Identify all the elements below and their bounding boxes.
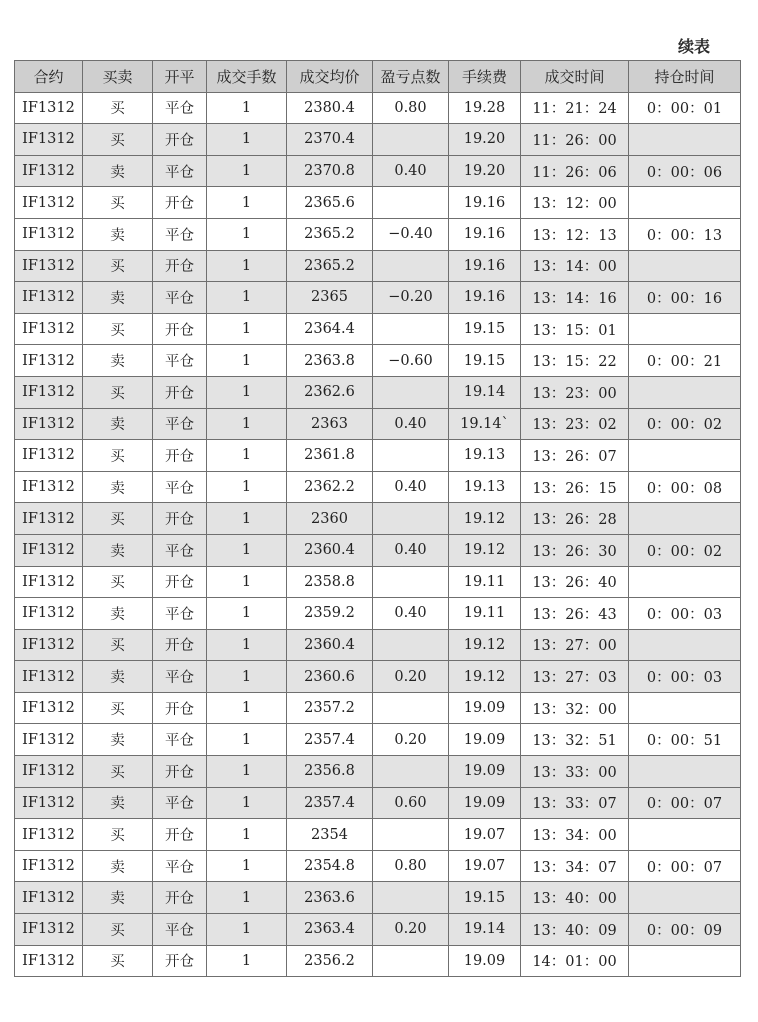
cell-hold-time: 0：00：09 [629,914,741,946]
cell-avg-price: 2370.8 [287,155,373,187]
cell-side: 卖 [83,661,153,693]
column-header-open-close: 开平 [153,61,207,93]
cell-contract: IF1312 [15,345,83,377]
cell-side: 买 [83,187,153,219]
cell-open-close: 开仓 [153,566,207,598]
cell-trade-time: 11：21：24 [521,92,629,124]
cell-trade-time: 11：26：06 [521,155,629,187]
cell-contract: IF1312 [15,914,83,946]
cell-hold-time [629,376,741,408]
cell-trade-time: 11：26：00 [521,124,629,156]
cell-contract: IF1312 [15,376,83,408]
cell-pnl-points: 0.20 [373,724,449,756]
table-row [15,629,741,661]
cell-fee: 19.16 [449,218,521,250]
cell-pnl-points [373,250,449,282]
cell-open-close: 平仓 [153,787,207,819]
cell-contract: IF1312 [15,124,83,156]
cell-side: 买 [83,124,153,156]
cell-contract: IF1312 [15,724,83,756]
cell-fee: 19.16 [449,250,521,282]
cell-hold-time [629,882,741,914]
cell-lots: 1 [207,376,287,408]
cell-hold-time [629,187,741,219]
cell-contract: IF1312 [15,692,83,724]
cell-avg-price: 2365.2 [287,218,373,250]
column-header-fee: 手续费 [449,61,521,93]
cell-open-close: 开仓 [153,124,207,156]
cell-side: 买 [83,503,153,535]
cell-pnl-points: 0.80 [373,92,449,124]
cell-hold-time: 0：00：01 [629,92,741,124]
cell-trade-time: 13：40：09 [521,914,629,946]
cell-contract: IF1312 [15,503,83,535]
table-row [15,534,741,566]
cell-avg-price: 2358.8 [287,566,373,598]
cell-lots: 1 [207,187,287,219]
cell-open-close: 平仓 [153,724,207,756]
cell-avg-price: 2360.4 [287,629,373,661]
cell-lots: 1 [207,408,287,440]
table-row [15,218,741,250]
cell-side: 买 [83,629,153,661]
cell-contract: IF1312 [15,661,83,693]
cell-pnl-points: 0.20 [373,914,449,946]
header-row [15,61,741,93]
column-header-contract: 合约 [15,61,83,93]
cell-trade-time: 13：23：00 [521,376,629,408]
cell-contract: IF1312 [15,92,83,124]
cell-contract: IF1312 [15,440,83,472]
cell-lots: 1 [207,850,287,882]
cell-avg-price: 2380.4 [287,92,373,124]
cell-fee: 19.07 [449,850,521,882]
cell-open-close: 开仓 [153,313,207,345]
cell-open-close: 平仓 [153,345,207,377]
cell-pnl-points: −0.60 [373,345,449,377]
cell-hold-time [629,124,741,156]
cell-side: 买 [83,756,153,788]
cell-fee: 19.16 [449,187,521,219]
cell-fee: 19.11 [449,566,521,598]
cell-pnl-points [373,187,449,219]
cell-open-close: 平仓 [153,155,207,187]
cell-fee: 19.12 [449,503,521,535]
cell-fee: 19.09 [449,692,521,724]
cell-avg-price: 2361.8 [287,440,373,472]
table-row [15,282,741,314]
cell-avg-price: 2360.6 [287,661,373,693]
cell-side: 买 [83,376,153,408]
cell-trade-time: 13：34：00 [521,819,629,851]
table-row [15,945,741,977]
cell-hold-time [629,503,741,535]
cell-avg-price: 2356.8 [287,756,373,788]
table-row [15,92,741,124]
cell-avg-price: 2370.4 [287,124,373,156]
cell-pnl-points [373,819,449,851]
cell-hold-time: 0：00：08 [629,471,741,503]
cell-avg-price: 2362.6 [287,376,373,408]
cell-trade-time: 13：26：28 [521,503,629,535]
cell-trade-time: 13：14：16 [521,282,629,314]
cell-avg-price: 2357.4 [287,724,373,756]
cell-fee: 19.14 [449,376,521,408]
column-header-pnl-points: 盈亏点数 [373,61,449,93]
table-row [15,471,741,503]
table-row [15,155,741,187]
cell-contract: IF1312 [15,945,83,977]
cell-hold-time: 0：00：07 [629,787,741,819]
cell-trade-time: 13：33：00 [521,756,629,788]
cell-avg-price: 2354 [287,819,373,851]
cell-avg-price: 2356.2 [287,945,373,977]
cell-pnl-points: 0.80 [373,850,449,882]
cell-trade-time: 13：15：22 [521,345,629,377]
cell-contract: IF1312 [15,471,83,503]
cell-avg-price: 2363 [287,408,373,440]
cell-trade-time: 13：26：43 [521,598,629,630]
cell-side: 卖 [83,282,153,314]
table-header [15,61,741,93]
cell-fee: 19.11 [449,598,521,630]
cell-lots: 1 [207,692,287,724]
cell-hold-time [629,313,741,345]
cell-trade-time: 13：12：13 [521,218,629,250]
cell-trade-time: 13：32：00 [521,692,629,724]
table-row [15,250,741,282]
table-row [15,661,741,693]
cell-hold-time [629,819,741,851]
cell-hold-time [629,945,741,977]
cell-fee: 19.07 [449,819,521,851]
cell-hold-time: 0：00：51 [629,724,741,756]
cell-side: 卖 [83,408,153,440]
cell-lots: 1 [207,345,287,377]
cell-open-close: 平仓 [153,914,207,946]
cell-open-close: 平仓 [153,282,207,314]
cell-avg-price: 2362.2 [287,471,373,503]
cell-fee: 19.12 [449,661,521,693]
cell-contract: IF1312 [15,408,83,440]
cell-avg-price: 2360 [287,503,373,535]
cell-fee: 19.15 [449,882,521,914]
cell-open-close: 平仓 [153,598,207,630]
cell-pnl-points [373,440,449,472]
table-row [15,850,741,882]
cell-trade-time: 13：26：07 [521,440,629,472]
table-row [15,187,741,219]
cell-avg-price: 2365 [287,282,373,314]
cell-open-close: 开仓 [153,756,207,788]
cell-hold-time: 0：00：06 [629,155,741,187]
cell-side: 卖 [83,218,153,250]
cell-contract: IF1312 [15,756,83,788]
cell-pnl-points [373,313,449,345]
cell-fee: 19.15 [449,345,521,377]
cell-lots: 1 [207,819,287,851]
cell-fee: 19.14` [449,408,521,440]
cell-side: 卖 [83,787,153,819]
cell-trade-time: 13：40：00 [521,882,629,914]
cell-open-close: 开仓 [153,629,207,661]
cell-side: 卖 [83,471,153,503]
cell-lots: 1 [207,629,287,661]
cell-pnl-points [373,503,449,535]
cell-fee: 19.13 [449,440,521,472]
cell-fee: 19.09 [449,945,521,977]
cell-open-close: 平仓 [153,661,207,693]
cell-side: 买 [83,313,153,345]
cell-fee: 19.09 [449,787,521,819]
cell-fee: 19.20 [449,124,521,156]
cell-trade-time: 13：12：00 [521,187,629,219]
cell-lots: 1 [207,124,287,156]
cell-pnl-points [373,566,449,598]
cell-open-close: 开仓 [153,945,207,977]
cell-side: 卖 [83,850,153,882]
table-row [15,313,741,345]
cell-side: 买 [83,945,153,977]
cell-fee: 19.12 [449,629,521,661]
cell-side: 买 [83,566,153,598]
cell-hold-time: 0：00：03 [629,598,741,630]
cell-fee: 19.09 [449,724,521,756]
cell-side: 买 [83,440,153,472]
cell-contract: IF1312 [15,850,83,882]
table-row [15,692,741,724]
table-body [15,92,741,977]
cell-avg-price: 2360.4 [287,534,373,566]
cell-avg-price: 2363.6 [287,882,373,914]
cell-lots: 1 [207,250,287,282]
cell-side: 卖 [83,155,153,187]
table-row [15,503,741,535]
cell-contract: IF1312 [15,187,83,219]
cell-lots: 1 [207,218,287,250]
cell-pnl-points: −0.40 [373,218,449,250]
cell-fee: 19.12 [449,534,521,566]
cell-lots: 1 [207,566,287,598]
cell-side: 买 [83,692,153,724]
table-row [15,882,741,914]
cell-side: 买 [83,250,153,282]
table-row [15,124,741,156]
cell-avg-price: 2359.2 [287,598,373,630]
cell-open-close: 开仓 [153,503,207,535]
cell-trade-time: 13：27：03 [521,661,629,693]
column-header-side: 买卖 [83,61,153,93]
cell-contract: IF1312 [15,534,83,566]
cell-fee: 19.13 [449,471,521,503]
cell-trade-time: 13：26：15 [521,471,629,503]
cell-lots: 1 [207,724,287,756]
cell-lots: 1 [207,534,287,566]
cell-hold-time [629,692,741,724]
cell-lots: 1 [207,598,287,630]
cell-avg-price: 2357.4 [287,787,373,819]
table-row [15,598,741,630]
cell-open-close: 开仓 [153,819,207,851]
cell-hold-time [629,566,741,598]
cell-avg-price: 2365.2 [287,250,373,282]
cell-trade-time: 13：33：07 [521,787,629,819]
cell-open-close: 开仓 [153,250,207,282]
cell-fee: 19.09 [449,756,521,788]
cell-trade-time: 13：26：30 [521,534,629,566]
cell-pnl-points [373,692,449,724]
cell-trade-time: 13：26：40 [521,566,629,598]
cell-contract: IF1312 [15,566,83,598]
cell-lots: 1 [207,914,287,946]
table-row [15,345,741,377]
table-caption: 续表 [677,37,710,56]
cell-lots: 1 [207,282,287,314]
cell-open-close: 平仓 [153,471,207,503]
table-row [15,787,741,819]
cell-pnl-points [373,756,449,788]
cell-hold-time [629,629,741,661]
cell-lots: 1 [207,756,287,788]
cell-pnl-points: 0.40 [373,408,449,440]
cell-open-close: 平仓 [153,534,207,566]
cell-contract: IF1312 [15,250,83,282]
cell-pnl-points: 0.40 [373,534,449,566]
cell-pnl-points: 0.40 [373,598,449,630]
cell-hold-time [629,250,741,282]
cell-lots: 1 [207,882,287,914]
cell-contract: IF1312 [15,218,83,250]
cell-hold-time: 0：00：13 [629,218,741,250]
cell-side: 买 [83,819,153,851]
cell-avg-price: 2363.8 [287,345,373,377]
cell-lots: 1 [207,440,287,472]
cell-pnl-points: 0.60 [373,787,449,819]
cell-trade-time: 13：14：00 [521,250,629,282]
table-row [15,756,741,788]
cell-avg-price: 2363.4 [287,914,373,946]
cell-side: 卖 [83,345,153,377]
cell-hold-time: 0：00：07 [629,850,741,882]
column-header-avg-price: 成交均价 [287,61,373,93]
cell-pnl-points: −0.20 [373,282,449,314]
table-row [15,724,741,756]
cell-hold-time [629,756,741,788]
cell-open-close: 平仓 [153,92,207,124]
table-row [15,819,741,851]
cell-fee: 19.28 [449,92,521,124]
cell-lots: 1 [207,92,287,124]
cell-contract: IF1312 [15,882,83,914]
cell-avg-price: 2365.6 [287,187,373,219]
cell-trade-time: 13：32：51 [521,724,629,756]
cell-hold-time: 0：00：21 [629,345,741,377]
cell-open-close: 开仓 [153,187,207,219]
cell-trade-time: 13：27：00 [521,629,629,661]
cell-pnl-points [373,376,449,408]
cell-hold-time: 0：00：02 [629,534,741,566]
cell-contract: IF1312 [15,819,83,851]
column-header-trade-time: 成交时间 [521,61,629,93]
cell-open-close: 开仓 [153,692,207,724]
cell-trade-time: 13：23：02 [521,408,629,440]
table-row [15,914,741,946]
cell-hold-time: 0：00：16 [629,282,741,314]
cell-lots: 1 [207,503,287,535]
cell-open-close: 平仓 [153,218,207,250]
cell-fee: 19.14 [449,914,521,946]
cell-hold-time: 0：00：02 [629,408,741,440]
cell-lots: 1 [207,787,287,819]
cell-side: 买 [83,92,153,124]
cell-hold-time [629,440,741,472]
table-row [15,376,741,408]
cell-contract: IF1312 [15,629,83,661]
cell-lots: 1 [207,471,287,503]
cell-trade-time: 13：34：07 [521,850,629,882]
cell-contract: IF1312 [15,598,83,630]
cell-contract: IF1312 [15,313,83,345]
cell-avg-price: 2364.4 [287,313,373,345]
cell-side: 买 [83,914,153,946]
cell-open-close: 平仓 [153,408,207,440]
cell-open-close: 开仓 [153,882,207,914]
cell-pnl-points: 0.40 [373,155,449,187]
table-row [15,408,741,440]
cell-pnl-points: 0.40 [373,471,449,503]
cell-pnl-points [373,882,449,914]
column-header-lots: 成交手数 [207,61,287,93]
cell-contract: IF1312 [15,155,83,187]
cell-avg-price: 2354.8 [287,850,373,882]
cell-avg-price: 2357.2 [287,692,373,724]
cell-lots: 1 [207,945,287,977]
column-header-hold-time: 持仓时间 [629,61,741,93]
cell-lots: 1 [207,313,287,345]
cell-contract: IF1312 [15,282,83,314]
cell-side: 卖 [83,534,153,566]
cell-pnl-points: 0.20 [373,661,449,693]
cell-fee: 19.16 [449,282,521,314]
cell-lots: 1 [207,661,287,693]
cell-hold-time: 0：00：03 [629,661,741,693]
trades-table [14,60,741,977]
cell-side: 卖 [83,598,153,630]
table-row [15,566,741,598]
cell-open-close: 开仓 [153,440,207,472]
cell-pnl-points [373,124,449,156]
cell-side: 卖 [83,882,153,914]
cell-pnl-points [373,945,449,977]
cell-fee: 19.20 [449,155,521,187]
cell-open-close: 平仓 [153,850,207,882]
cell-pnl-points [373,629,449,661]
cell-trade-time: 14：01：00 [521,945,629,977]
cell-lots: 1 [207,155,287,187]
table-row [15,440,741,472]
cell-fee: 19.15 [449,313,521,345]
cell-open-close: 开仓 [153,376,207,408]
cell-contract: IF1312 [15,787,83,819]
cell-trade-time: 13：15：01 [521,313,629,345]
cell-side: 卖 [83,724,153,756]
